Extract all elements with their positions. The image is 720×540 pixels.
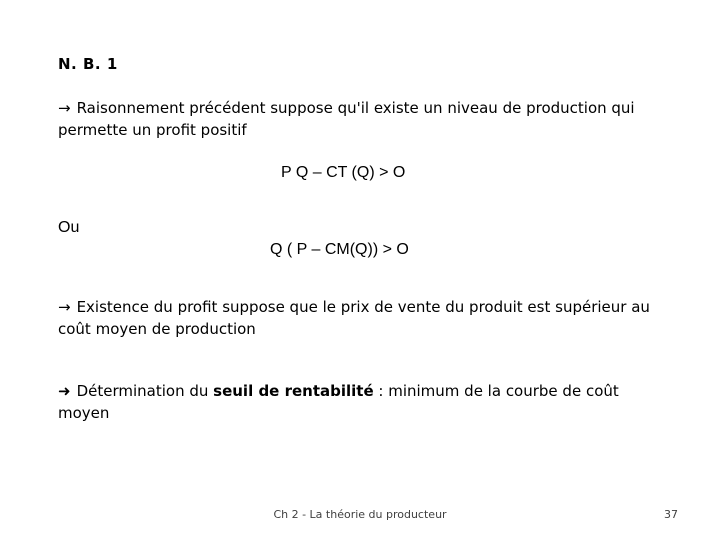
- paragraph-3: [58, 380, 668, 424]
- equation-2: Q ( P – CM(Q)) > O: [270, 241, 409, 258]
- bold-arrow-right-icon: ➜: [58, 382, 71, 400]
- paragraph-1-text: Raisonnement précédent suppose qu'il existe un niveau de production qui permette un profit positif: [58, 99, 635, 139]
- paragraph-3-text-before: Détermination du: [76, 382, 214, 400]
- equation-1: P Q – CT (Q) > O: [281, 164, 406, 181]
- paragraph-1: [58, 97, 668, 141]
- paragraph-2-text: Existence du profit suppose que le prix de vente du produit est supérieur au coût moyen de production: [58, 298, 650, 338]
- arrow-right-icon: →: [58, 99, 71, 117]
- slide-title: N. B. 1: [58, 55, 118, 73]
- footer-chapter: Ch 2 - La théorie du producteur: [273, 508, 447, 521]
- paragraph-2: [58, 296, 668, 340]
- ou-label: Ou: [58, 219, 80, 236]
- seuil-de-rentabilite-term: seuil de rentabilité: [213, 382, 374, 400]
- page-number: 37: [664, 508, 678, 521]
- arrow-right-icon: →: [58, 298, 71, 316]
- paragraph-3-text-after: : minimum de la courbe de coût moyen: [58, 382, 619, 422]
